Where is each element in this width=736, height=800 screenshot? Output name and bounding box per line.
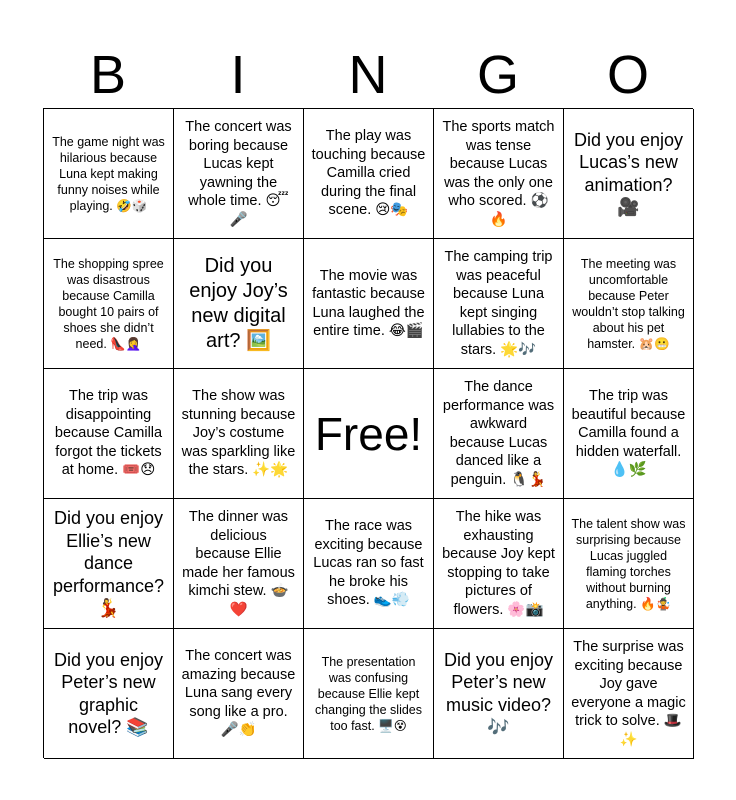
cell-text: Did you enjoy Peter’s new music video? 🎶 <box>443 649 554 737</box>
bingo-cell[interactable] <box>44 369 174 499</box>
bingo-header <box>43 42 693 108</box>
cell-text: The race was exciting because Lucas ran so fast he broke his shoes. 👟💨 <box>313 518 424 609</box>
bingo-cell[interactable] <box>564 369 694 499</box>
bingo-grid <box>43 108 693 758</box>
bingo-cell[interactable] <box>44 109 174 239</box>
bingo-cell[interactable] <box>174 499 304 629</box>
cell-text: The shopping spree was disastrous because Camilla bought 10 pairs of shoes she didn’t need. 👠🤦‍♀️ <box>53 256 164 351</box>
free-cell[interactable] <box>304 369 434 499</box>
header-letter-g: G <box>476 45 519 105</box>
bingo-cell[interactable] <box>44 499 174 629</box>
cell-text: The talent show was surprising because Lucas juggled flaming torches without burning anything. 🔥🤹 <box>571 516 686 611</box>
cell-text: The game night was hilarious because Luna kept making funny noises while playing. 🤣🎲 <box>52 134 165 213</box>
bingo-cell[interactable] <box>434 239 564 369</box>
cell-text: The sports match was tense because Lucas was the only one who scored. ⚽🔥 <box>442 119 555 228</box>
bingo-cell[interactable] <box>174 239 304 369</box>
bingo-cell[interactable] <box>434 629 564 759</box>
bingo-cell[interactable] <box>564 109 694 239</box>
bingo-cell[interactable] <box>304 239 434 369</box>
bingo-cell[interactable] <box>434 109 564 239</box>
cell-text: The concert was amazing because Luna sang every song like a pro. 🎤👏 <box>181 648 296 739</box>
cell-text: The show was stunning because Joy’s costume was sparkling like the stars. ✨🌟 <box>181 388 296 479</box>
cell-text: The concert was boring because Lucas kept yawning the whole time. 😴🎤 <box>185 119 292 228</box>
bingo-cell[interactable] <box>44 239 174 369</box>
header-letter-o: O <box>606 45 649 105</box>
bingo-cell[interactable] <box>44 629 174 759</box>
cell-text: Did you enjoy Ellie’s new dance performance? 💃 <box>52 508 165 619</box>
bingo-cell[interactable] <box>304 499 434 629</box>
header-letter-n: N <box>348 45 388 105</box>
cell-text: The presentation was confusing because Ellie kept changing the slides too fast. 🖥️😵 <box>314 654 423 733</box>
bingo-cell[interactable] <box>564 499 694 629</box>
bingo-cell[interactable] <box>564 239 694 369</box>
cell-text: The dinner was delicious because Ellie made her famous kimchi stew. 🍲❤️ <box>182 509 295 618</box>
cell-text: The play was touching because Camilla cried during the final scene. 😢🎭 <box>311 128 426 219</box>
cell-text: The camping trip was peaceful because Luna kept singing lullabies to the stars. 🌟🎶 <box>444 249 553 358</box>
cell-text: The dance performance was awkward because Lucas danced like a penguin. 🐧💃 <box>442 379 555 488</box>
bingo-cell[interactable] <box>174 629 304 759</box>
bingo-cell[interactable] <box>304 629 434 759</box>
cell-text: The surprise was exciting because Joy gave everyone a magic trick to solve. 🎩✨ <box>571 639 686 748</box>
bingo-cell[interactable] <box>434 499 564 629</box>
cell-text: Did you enjoy Peter’s new graphic novel? 📚 <box>53 649 164 737</box>
bingo-cell[interactable] <box>304 109 434 239</box>
free-text: Free! <box>314 407 423 460</box>
bingo-cell[interactable] <box>564 629 694 759</box>
cell-text: The movie was fantastic because Luna laughed the entire time. 😂🎬 <box>312 267 425 339</box>
bingo-cell[interactable] <box>174 369 304 499</box>
cell-text: The trip was beautiful because Camilla found a hidden waterfall. 💧🌿 <box>571 388 686 479</box>
cell-text: The meeting was uncomfortable because Peter wouldn’t stop talking about his pet hamster. 🐹😬 <box>572 256 685 351</box>
header-letter-b: B <box>89 45 127 105</box>
header-letter-i: I <box>230 45 246 105</box>
bingo-cell[interactable] <box>174 109 304 239</box>
cell-text: The trip was disappointing because Camilla forgot the tickets at home. 🎟️😞 <box>54 388 163 479</box>
cell-text: Did you enjoy Lucas’s new animation? 🎥 <box>573 129 684 217</box>
cell-text: Did you enjoy Joy’s new digital art? 🖼️ <box>189 254 288 352</box>
cell-text: The hike was exhausting because Joy kept stopping to take pictures of flowers. 🌸📸 <box>442 509 555 618</box>
bingo-cell[interactable] <box>434 369 564 499</box>
